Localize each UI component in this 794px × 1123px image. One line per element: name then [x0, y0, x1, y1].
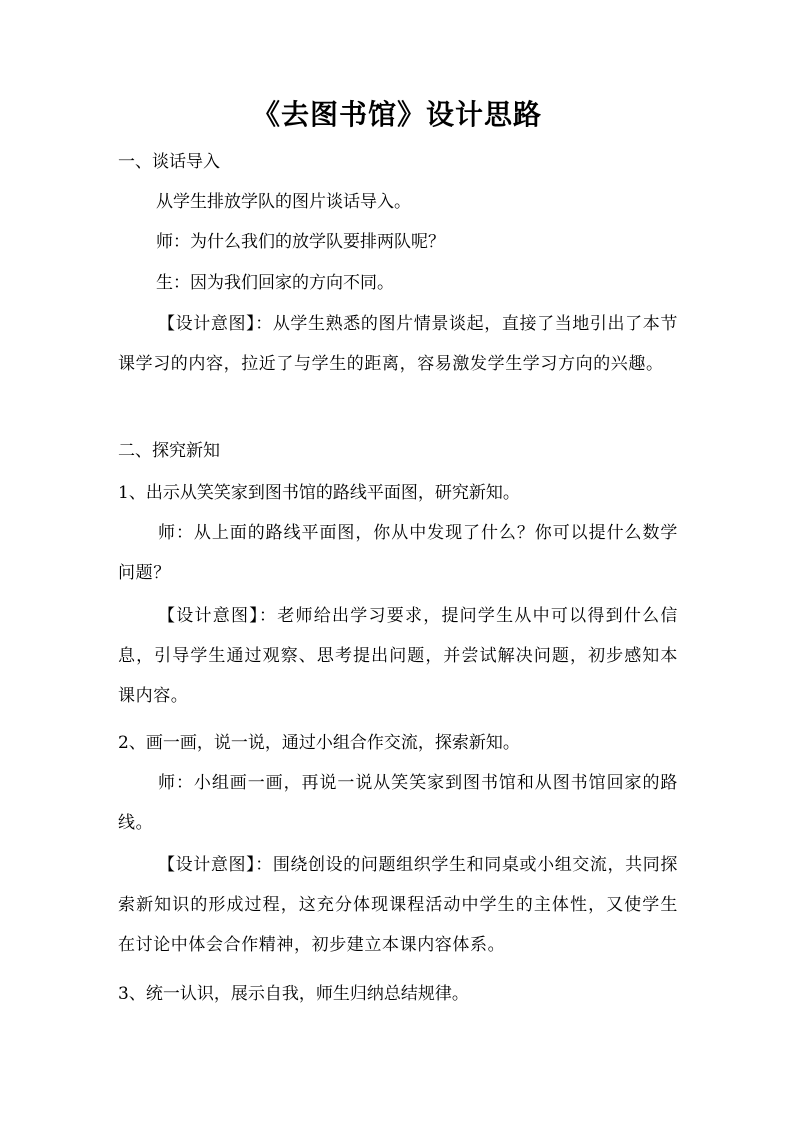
- design-intent-paragraph-3: 【设计意图】：围绕创设的问题组织学生和同桌或小组交流，共同探索新知识的形成过程，这充分体现课程活动中学生的主体性，又使学生在讨论中体会合作精神，初步建立本课内容体系。: [118, 855, 678, 955]
- list-item-3: 3、统一认识，展示自我，师生归纳总结规律。: [118, 984, 469, 1004]
- student-answer: 生：因为我们回家的方向不同。: [156, 273, 394, 293]
- document-title: 《去图书馆》设计思路: [251, 98, 542, 131]
- paragraph-intro: 从学生排放学队的图片谈话导入。: [156, 192, 411, 212]
- section-heading-explore: 二、探究新知: [118, 441, 220, 461]
- list-item-2: 2、画一画，说一说，通过小组合作交流，探索新知。: [118, 733, 520, 753]
- design-intent-paragraph-2: 【设计意图】：老师给出学习要求，提问学生从中可以得到什么信息，引导学生通过观察、思考提出问题，并尝试解决问题，初步感知本课内容。: [118, 606, 678, 706]
- teacher-question: 师：为什么我们的放学队要排两队呢？: [156, 232, 445, 252]
- section-heading-intro: 一、谈话导入: [118, 152, 220, 172]
- teacher-question-2: 师：从上面的路线平面图，你从中发现了什么？你可以提什么数学问题？: [118, 523, 678, 583]
- list-item-1: 1、出示从笑笑家到图书馆的路线平面图，研究新知。: [118, 483, 520, 503]
- design-intent-paragraph-1: 【设计意图】：从学生熟悉的图片情景谈起，直接了当地引出了本节课学习的内容，拉近了与学生的距离，容易激发学生学习方向的兴趣。: [118, 314, 678, 374]
- teacher-question-3: 师：小组画一画，再说一说从笑笑家到图书馆和从图书馆回家的路线。: [118, 773, 678, 833]
